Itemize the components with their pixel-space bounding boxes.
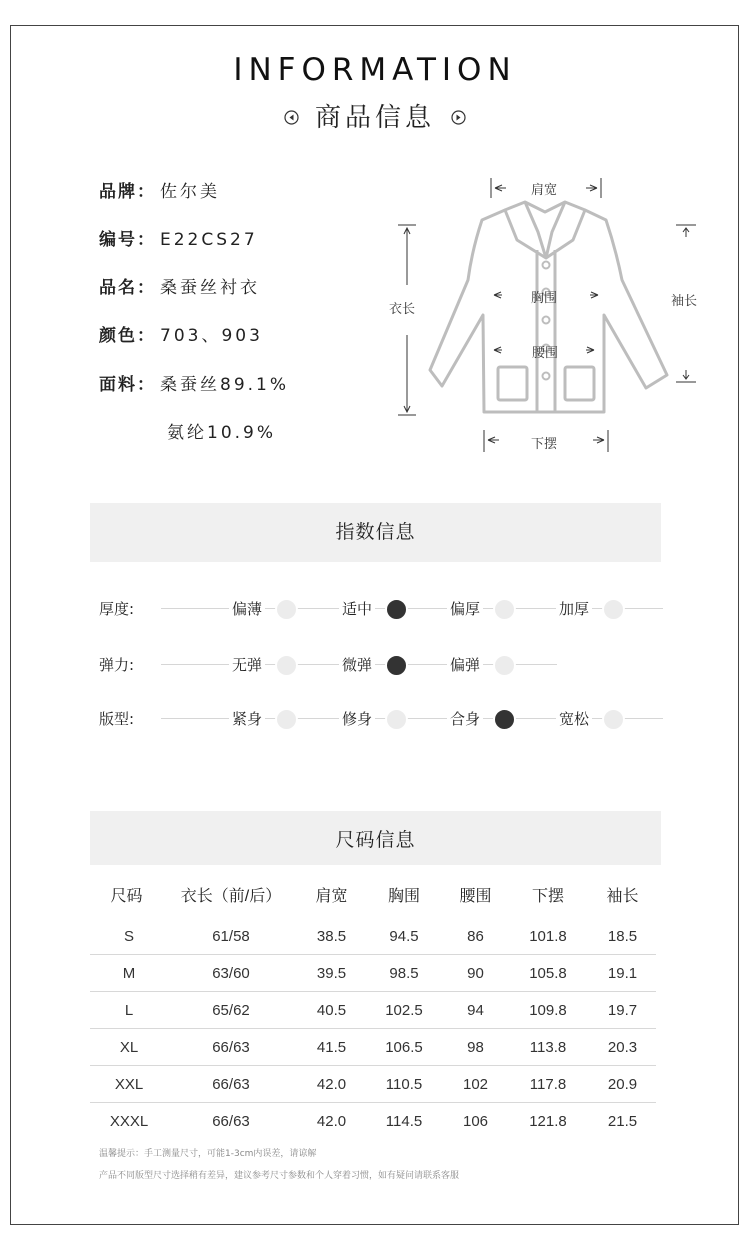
info-material-value2: 氨纶10.9% <box>167 423 277 443</box>
table-row <box>90 1103 656 1140</box>
table-row <box>90 992 656 1029</box>
table-cell: 101.8 <box>507 918 589 955</box>
index-row-label: 厚度: <box>99 600 135 618</box>
table-cell: 63/60 <box>163 955 299 992</box>
index-option <box>339 706 449 730</box>
index-option <box>556 706 666 730</box>
info-code-value: E22CS27 <box>160 230 258 250</box>
unselected-dot-icon <box>275 708 298 731</box>
index-option-label: 偏厚 <box>447 598 483 619</box>
info-brand <box>99 177 220 202</box>
table-cell: 106 <box>462 1112 489 1130</box>
info-code-label: 编号： <box>99 230 156 250</box>
table-cell: 94.5 <box>364 918 444 955</box>
table-cell: 19.7 <box>589 992 656 1029</box>
info-color-label: 颜色： <box>99 326 156 346</box>
index-option <box>447 652 557 676</box>
size-table-header-cell: 腰围 <box>459 887 492 905</box>
info-material-second <box>163 418 276 443</box>
info-name-label: 品名： <box>99 278 156 298</box>
table-cell: 21.5 <box>607 1112 638 1130</box>
table-cell: XXXL <box>109 1112 149 1130</box>
index-option <box>447 596 557 620</box>
circle-right-arrow-icon <box>447 113 466 129</box>
table-cell: 66/63 <box>163 1029 299 1066</box>
diagram-label-shoulder: 肩宽 <box>531 183 558 198</box>
index-option <box>556 596 666 620</box>
table-cell: 121.8 <box>529 1112 567 1130</box>
info-name-value: 桑蚕丝衬衣 <box>160 278 260 298</box>
table-cell: 39.5 <box>299 955 364 992</box>
index-option-label: 适中 <box>339 598 375 619</box>
selected-dot-icon <box>385 598 408 621</box>
table-cell: 42.0 <box>299 1066 364 1103</box>
shirt-measurement-diagram <box>380 170 710 460</box>
info-brand-value: 佐尔美 <box>160 182 220 202</box>
table-cell: 102 <box>444 1066 507 1103</box>
page-title-en: INFORMATION <box>233 52 517 88</box>
index-row <box>99 596 669 620</box>
size-table-header <box>90 870 656 918</box>
diagram-label-waist: 腰围 <box>532 346 559 361</box>
note-measurement: 温馨提示：手工测量尺寸，可能1-3cm内误差，请谅解 <box>99 1149 317 1159</box>
info-material <box>99 370 289 395</box>
index-option <box>339 596 449 620</box>
table-cell: 113.8 <box>507 1029 589 1066</box>
index-row-label: 弹力: <box>99 656 135 674</box>
table-cell: 110.5 <box>364 1066 444 1103</box>
table-cell: 65/62 <box>163 992 299 1029</box>
index-option-label: 偏薄 <box>229 598 265 619</box>
table-cell: 20.3 <box>589 1029 656 1066</box>
info-code <box>99 225 258 250</box>
unselected-dot-icon <box>385 708 408 731</box>
selected-dot-icon <box>385 654 408 677</box>
table-cell: 66/63 <box>212 1112 250 1130</box>
table-cell: 114.5 <box>385 1112 423 1130</box>
selected-dot-icon <box>493 708 516 731</box>
info-color <box>99 321 263 346</box>
unselected-dot-icon <box>602 598 625 621</box>
unselected-dot-icon <box>493 654 516 677</box>
index-option <box>229 652 339 676</box>
index-option-label: 偏弹 <box>447 654 483 675</box>
unselected-dot-icon <box>602 708 625 731</box>
size-table-header-cell: 衣长（前/后） <box>180 887 282 905</box>
info-brand-label: 品牌： <box>99 182 156 202</box>
table-row <box>90 1066 656 1103</box>
size-section-title: 尺码信息 <box>90 811 661 865</box>
table-cell: 61/58 <box>163 918 299 955</box>
table-cell: 86 <box>444 918 507 955</box>
page-title-cn-text: 商品信息 <box>314 103 435 133</box>
table-cell: 19.1 <box>589 955 656 992</box>
size-table-header-cell: 尺码 <box>110 887 143 905</box>
diagram-label-sleeve: 袖长 <box>671 294 698 309</box>
table-cell: 94 <box>444 992 507 1029</box>
table-cell: 41.5 <box>299 1029 364 1066</box>
shirt-outline-icon <box>380 170 710 460</box>
table-cell: L <box>90 992 163 1029</box>
info-color-value: 703、903 <box>160 326 263 346</box>
table-cell: S <box>90 918 163 955</box>
table-cell: 66/63 <box>163 1066 299 1103</box>
table-cell: 109.8 <box>507 992 589 1029</box>
table-cell: 18.5 <box>589 918 656 955</box>
info-material-label: 面料： <box>99 375 156 395</box>
index-option-label: 修身 <box>339 708 375 729</box>
table-cell: 102.5 <box>364 992 444 1029</box>
table-cell: 40.5 <box>299 992 364 1029</box>
size-table-header-cell: 胸围 <box>387 887 420 905</box>
unselected-dot-icon <box>275 654 298 677</box>
table-cell: 105.8 <box>507 955 589 992</box>
index-option-label: 宽松 <box>556 708 592 729</box>
note-fit-advice: 产品不同版型尺寸选择稍有差异，建议参考尺寸参数和个人穿着习惯，如有疑问请联系客服 <box>99 1171 460 1181</box>
table-cell: 98.5 <box>364 955 444 992</box>
table-cell: 106.5 <box>364 1029 444 1066</box>
index-option <box>339 652 449 676</box>
diagram-label-chest: 胸围 <box>531 291 558 306</box>
unselected-dot-icon <box>275 598 298 621</box>
index-option-label: 微弹 <box>339 654 375 675</box>
index-option-label: 合身 <box>447 708 483 729</box>
info-name <box>99 273 260 298</box>
info-material-value: 桑蚕丝89.1% <box>160 375 290 395</box>
size-table <box>90 870 656 1139</box>
circle-left-arrow-icon <box>284 113 303 129</box>
index-option <box>447 706 557 730</box>
size-table-header-cell: 袖长 <box>606 887 639 905</box>
index-option-label: 紧身 <box>229 708 265 729</box>
table-cell: XXL <box>90 1066 163 1103</box>
table-cell: 20.9 <box>589 1066 656 1103</box>
table-cell: XL <box>90 1029 163 1066</box>
index-row-label: 版型: <box>99 710 135 728</box>
index-section-title: 指数信息 <box>90 503 661 562</box>
table-cell: M <box>90 955 163 992</box>
table-cell: 117.8 <box>507 1066 589 1103</box>
index-row <box>99 652 669 676</box>
index-row <box>99 706 669 730</box>
table-cell: 38.5 <box>299 918 364 955</box>
table-row <box>90 955 656 992</box>
index-option-label: 无弹 <box>229 654 265 675</box>
table-cell: 42.0 <box>316 1112 347 1130</box>
diagram-label-length: 衣长 <box>389 302 416 317</box>
page-title-cn <box>0 97 750 134</box>
index-option-label: 加厚 <box>556 598 592 619</box>
table-row <box>90 918 656 955</box>
table-row <box>90 1029 656 1066</box>
size-table-header-cell: 下摆 <box>531 887 564 905</box>
unselected-dot-icon <box>493 598 516 621</box>
index-option <box>229 706 339 730</box>
diagram-label-hem: 下摆 <box>531 437 558 452</box>
table-cell: 90 <box>444 955 507 992</box>
index-option <box>229 596 339 620</box>
table-cell: 98 <box>444 1029 507 1066</box>
size-table-header-cell: 肩宽 <box>315 887 348 905</box>
